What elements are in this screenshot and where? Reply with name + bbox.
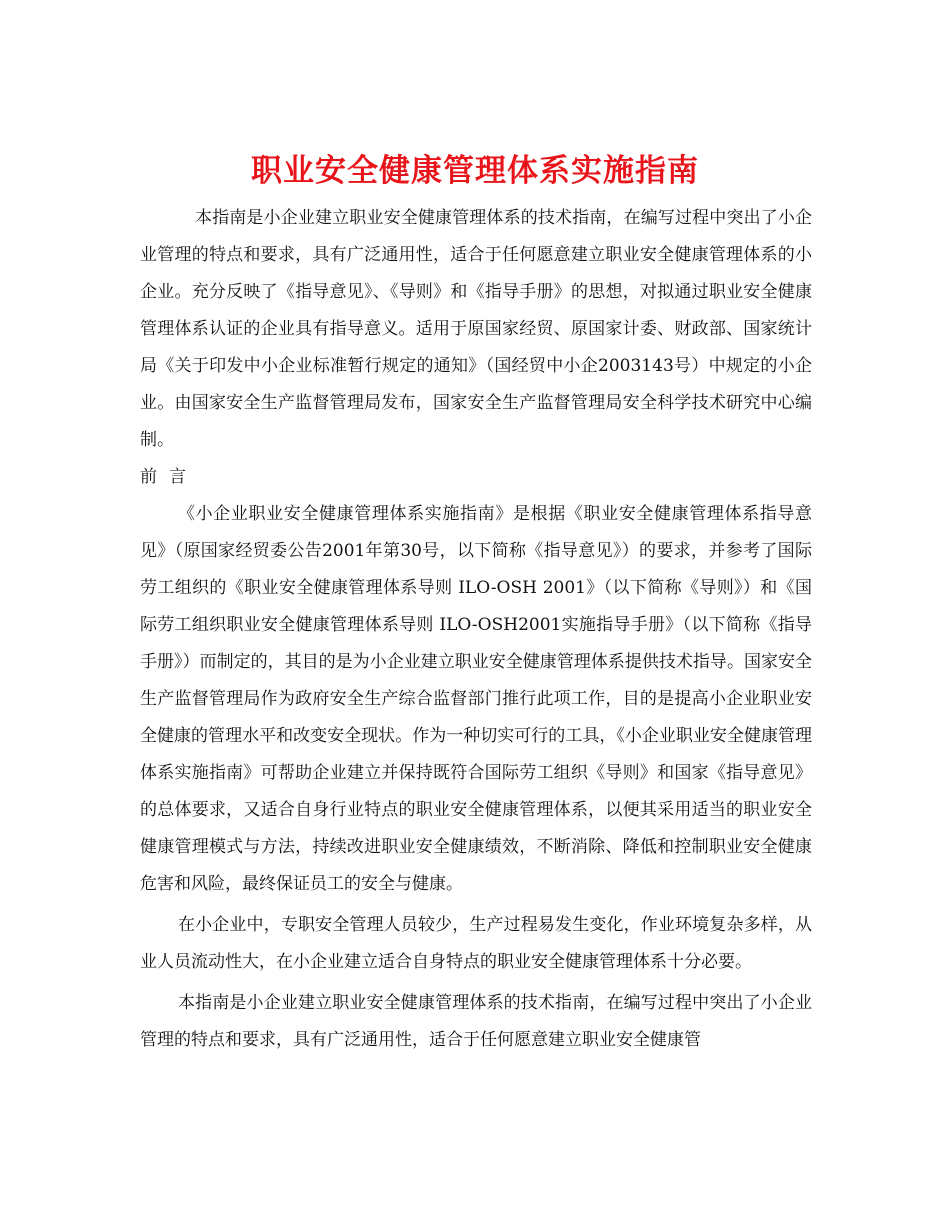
document-title: 职业安全健康管理体系实施指南 xyxy=(251,152,699,189)
body-paragraph: 《小企业职业安全健康管理体系实施指南》是根据《职业安全健康管理体系指导意见》（原国家经贸委公告2001年第30号，以下简称《指导意见》）的要求，并参考了国际劳工组织的《职业安全健康管理体系导则 ILO-OSH 2001》（以下简称《导则》）和《国际劳工组织职业安全健康管理体系导则 ILO-OSH2001实施指导手册》（以下简称《指导手册》）而制定的，其目的是为小企业建立职业安全健康管理体系提供技术指导。国家安全生产监督管理局作为政府安全生产综合监督部门推行此项工作，目的是提高小企业职业安全健康的管理水平和改变安全现状。作为一种切实可行的工具，《小企业职业安全健康管理体系实施指南》可帮助企业建立并保持既符合国际劳工组织《导则》和国家《指导意见》的总体要求，又适合自身行业特点的职业安全健康管理体系，以便其采用适当的职业安全健康管理模式与方法，持续改进职业安全健康绩效，不断消除、降低和控制职业安全健康危害和风险，最终保证员工的安全与健康。 xyxy=(140,504,812,894)
preface-heading xyxy=(140,459,812,496)
preface-heading-char-1: 前 xyxy=(140,467,157,487)
body-paragraph: 本指南是小企业建立职业安全健康管理体系的技术指南，在编写过程中突出了小企业管理的特点和要求，具有广泛通用性，适合于任何愿意建立职业安全健康管 xyxy=(140,993,812,1050)
intro-paragraph: 本指南是小企业建立职业安全健康管理体系的技术指南，在编写过程中突出了小企业管理的特点和要求，具有广泛通用性，适合于任何愿意建立职业安全健康管理体系的小企业。充分反映了《指导意见》、《导则》和《指导手册》的思想，对拟通过职业安全健康管理体系认证的企业具有指导意义。适用于原国家经贸、原国家计委、财政部、国家统计局《关于印发中小企业标准暂行规定的通知》（国经贸中小企2003143号）中规定的小企业。由国家安全生产监督管理局发布，国家安全生产监督管理局安全科学技术研究中心编制。 xyxy=(140,208,812,450)
document-body xyxy=(140,200,812,1059)
body-paragraph: 在小企业中，专职安全管理人员较少，生产过程易发生变化，作业环境复杂多样，从业人员流动性大，在小企业建立适合自身特点的职业安全健康管理体系十分必要。 xyxy=(140,915,812,972)
preface-heading-char-2: 言 xyxy=(169,467,186,487)
